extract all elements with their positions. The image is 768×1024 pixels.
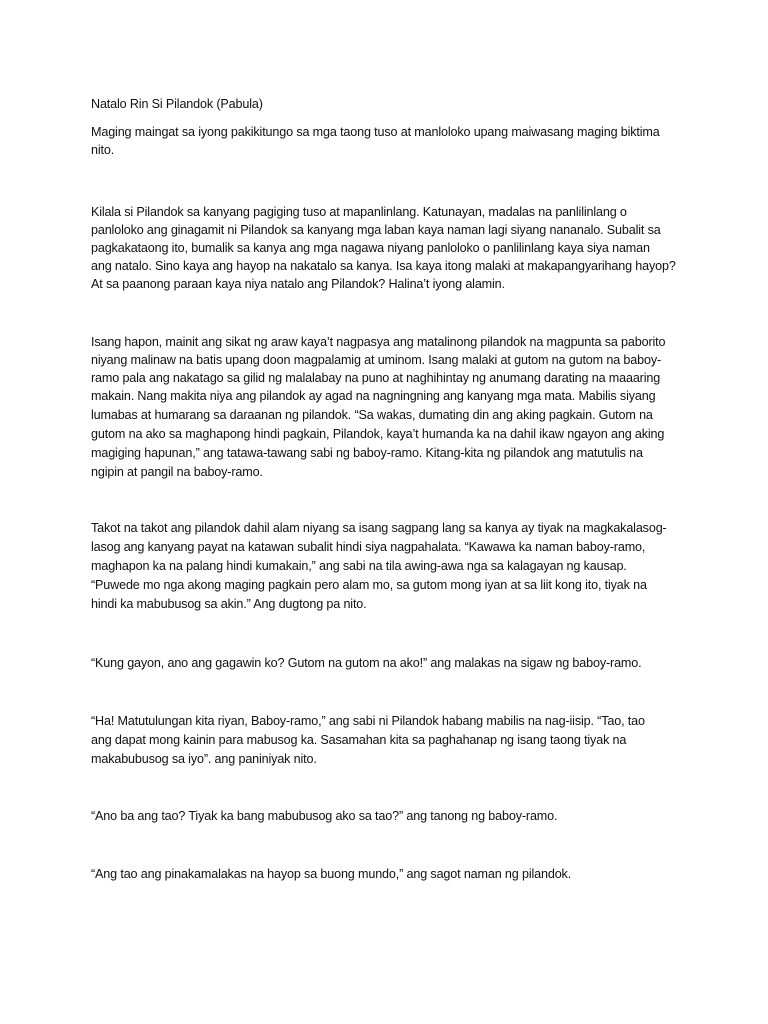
paragraph-line: “Kung gayon, ano ang gagawin ko? Gutom na gutom na ako!” ang malakas na sigaw ng baboy-ramo.	[91, 656, 642, 670]
paragraph-line: “Ang tao ang pinakamalakas na hayop sa buong mundo,” ang sagot naman ng pilandok.	[91, 867, 572, 881]
paragraph-line: “Puwede mo nga akong maging pagkain pero alam mo, sa gutom mong iyan at sa liit kong ito, tiyak na	[91, 578, 647, 592]
paragraph-line: magiging hapunan,” ang tatawa-tawang sabi ng baboy-ramo. Kitang-kita ng pilandok ang matutulis na	[91, 446, 643, 460]
paragraph-line: Takot na takot ang pilandok dahil alam niyang sa isang sagpang lang sa kanya ay tiyak na magkakalasog-	[91, 521, 667, 535]
paragraph-line: Kilala si Pilandok sa kanyang pagiging tuso at mapanlinlang. Katunayan, madalas na panlilinlang o	[91, 205, 627, 219]
paragraph-line: “Ano ba ang tao? Tiyak ka bang mabubusog ako sa tao?” ang tanong ng baboy-ramo.	[91, 809, 558, 823]
paragraph-line: Isang hapon, mainit ang sikat ng araw kaya’t nagpasya ang matalinong pilandok na magpunta sa paborito	[91, 335, 666, 349]
document-page	[91, 0, 681, 1024]
paragraph-line: makain. Nang makita niya ang pilandok ay agad na nagningning ang kanyang mga mata. Mabilis siyang	[91, 389, 656, 403]
paragraph-line: makabubusog sa iyo”. ang paniniyak nito.	[91, 752, 317, 766]
paragraph-line: pagkakataong ito, bumalik sa kanya ang mga nagawa niyang panloloko o panlilinlang kaya siya naman	[91, 241, 650, 255]
paragraph-line: hindi ka mabubusog sa akin.” Ang dugtong pa nito.	[91, 597, 367, 611]
paragraph-line: lumabas at humarang sa daraanan ng pilandok. “Sa wakas, dumating din ang aking pagkain. Gutom na	[91, 408, 653, 422]
paragraph-line: panloloko ang ginagamit ni Pilandok sa kanyang mga laban kaya naman lagi siyang nananalo. Subalit sa	[91, 223, 661, 237]
paragraph-line: nito.	[91, 143, 115, 157]
paragraph-line: gutom na ako sa maghapong hindi pagkain, Pilandok, kaya’t humanda ka na dahil ikaw ngayon ang aking	[91, 427, 665, 441]
paragraph-line: lasog ang kanyang payat na katawan subalit hindi siya nagpahalata. “Kawawa ka naman baboy-ramo,	[91, 540, 646, 554]
document-title: Natalo Rin Si Pilandok (Pabula)	[91, 97, 263, 111]
paragraph-line: At sa paanong paraan kaya niya natalo ang Pilandok? Halina’t iyong alamin.	[91, 277, 505, 291]
paragraph-line: ang natalo. Sino kaya ang hayop na nakatalo sa kanya. Isa kaya itong malaki at makapangyarihang hayop?	[91, 259, 676, 273]
paragraph-line: ngipin at pangil na baboy-ramo.	[91, 465, 263, 479]
paragraph-line: Maging maingat sa iyong pakikitungo sa mga taong tuso at manloloko upang maiwasang maging biktima	[91, 125, 660, 139]
paragraph-line: ang dapat mong kainin para mabusog ka. Sasamahan kita sa paghahanap ng isang taong tiyak na	[91, 733, 627, 747]
paragraph-line: “Ha! Matutulungan kita riyan, Baboy-ramo,” ang sabi ni Pilandok habang mabilis na nag-iisip. “Tao, tao	[91, 714, 645, 728]
paragraph-line: niyang malinaw na batis upang doon magpalamig at uminom. Isang malaki at gutom na gutom na baboy-	[91, 353, 662, 367]
paragraph-line: maghapon ka na palang hindi kumakain,” ang sabi na tila awing-awa nga sa kalagayan ng kausap.	[91, 559, 627, 573]
paragraph-line: ramo pala ang nakatago sa gilid ng malalabay na puno at naghihintay ng anumang darating na maaaring	[91, 371, 661, 385]
